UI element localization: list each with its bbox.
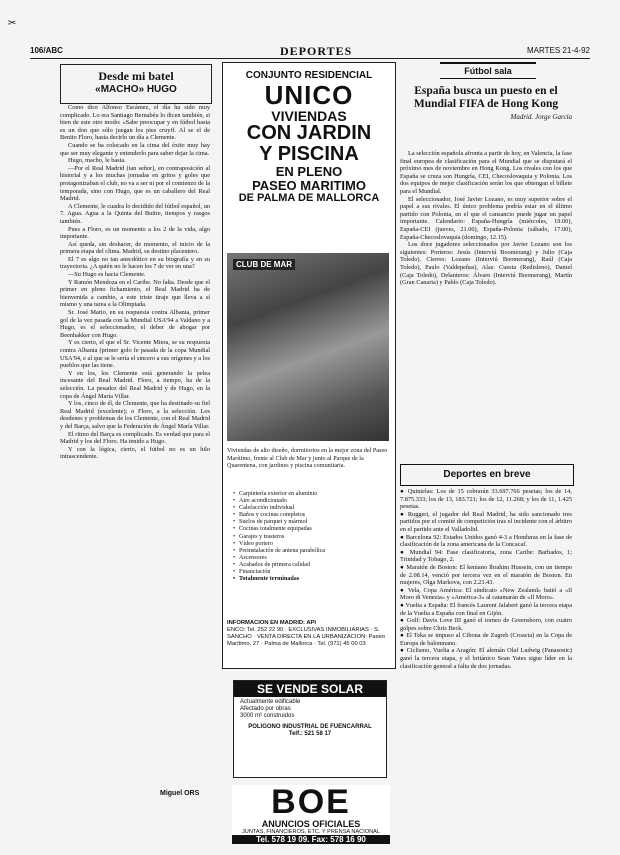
paragraph: Como dice Alfonso Escámez, el día ha sido muy complicado. Lo era Santiago Bernabéu lo dicen también, si bien de este otro modo: «Sabe preocupar y en fútbol hasta es un don que sólo juegan los pies cruyff. Al se el de Benito Floro, hasta decirlo un día a Clemente. (60, 104, 210, 142)
feature-item: • Financiación (233, 569, 389, 576)
paragraph: El seleccionador, José Javier Lozano, es muy superior sobre el papel a sus rivales. El único problema podría estar en el último partido con Polonia, en el que el cansancio puede jugar un papel importante. Calendario: España-Hungría (miércoles, 19.00), España-CEI (jueves, 21.00), España-Polonia (sábado, 17.00), España-Checoslovaquia (domingo, 12.15). (400, 195, 572, 241)
feature-item: • Aire acondicionado (233, 498, 389, 505)
article-byline: Madrid. Jorge García (510, 113, 572, 121)
ad-subtitle: JUNTAS, FINANCIEROS, ETC. Y PRENSA NACIONAL (241, 829, 380, 835)
scissors-icon: ✂ (8, 18, 17, 29)
ad-line: Y PISCINA (259, 143, 359, 166)
feature-item: • Preinstalación de antena parabólica (233, 548, 389, 555)
brief-item: ● Ruggeri, el jugador del Real Madrid, ha sido sancionado tres partidos por el comité de competición tras el incidente con el árbitro en el partido ante el Valladolid. (400, 510, 572, 533)
ad-text: Viviendas de alto diseño, dormitorios en la mejor zona del Paseo Marítimo, frente al Club de Mar y junto al Parque de la Quarentena, con jardines y piscina comunitaria. (227, 447, 388, 469)
feature-item: • Garajes y trasteros (233, 534, 389, 541)
brief-item: ● Vuelta a España: El francés Laurent Jalabert ganó la tercera etapa de la Vuelta a España con final en Gijón. (400, 601, 572, 617)
paragraph: Y los, cinco de él, de Clemente, que ha destinado su fiel Real Madrid (excelente); o Floro, a la selección. Los desdenes y problemas de los Clemente, con el Real Madrid y del Barça, salvo que la Federación de Ángel María Villar. (60, 400, 210, 430)
feature-list (233, 491, 389, 583)
paragraph: Los doce jugadores seleccionados por Javier Lozano son los siguientes: Porteros: Jesús (Interviú Boomerang) y Julio (Caja Toledo). Cierres: Lozano (Interviú Boomerang), Raúl (Caja Toledo), Paulo (Valdepeñas), Alas: Cuesta (Redisleno), Daniel (Caja Toledo), Delanteros: Álvaro (Interviú Boomerang), Martín (Gran Canaria) y Pablo (Caja Toledo). (400, 241, 572, 287)
ad-line: Afectado por obras (240, 706, 291, 713)
feature-item: • Suelos de parquet y mármol (233, 519, 389, 526)
article-kicker: Fútbol sala (440, 62, 536, 79)
ad-line: EN PLENO (275, 164, 343, 180)
brief-item: ● Ciclismo, Vuelta a Aragón: El alemán Olaf Ludwig (Panasonic) ganó la tercera etapa, y el británico Sean Yates sigue líder en la clasificación general a falta de dos jornadas. (400, 647, 572, 670)
brief-item: ● Maratón de Boston: El keniano Ibrahim Hussein, con un tiempo de 2.08.14, venció por tercera vez en el maratón de Boston. En mujeres, Olga Markova, con 2.23.43. (400, 563, 572, 587)
paragraph: El ritmo del Barça es complicado. Es verdad que para el Madrid y los del Floro. Ha tenido a Hugo. (60, 430, 210, 446)
feature-item: • Cocinas totalmente equipadas (233, 526, 389, 533)
column-body (60, 104, 210, 789)
brief-item: ● Golf: Davis Love III ganó el torneo de Greensboro, con cuatro golpes sobre Chris Beck. (400, 617, 572, 632)
brief-item: ● Vela, Copa América: El sindicato «New Zealand» batió a «Il Moro di Venezia» y «América-3» al catamarán de «Il Moro». (400, 586, 572, 602)
ad-line: CON JARDIN (246, 122, 372, 145)
paragraph: —Por el Real Madrid (tan señor), en contraposición al historial y a los muchas jornadas en gritos y goles que protagonizaban el club, no va a ser ni por el comienzo de la temporada, sino con Hugo, que es un caballero del Real Madrid. (60, 164, 210, 203)
ad-title: ANUNCIOS OFICIALES (261, 819, 361, 829)
section-title: DEPORTES (280, 44, 353, 58)
paragraph: Cuando se ha colocado en la cima del éxito muy hay que ser muy elegante y entenderlo para saber dejar la cima. (60, 141, 210, 157)
boe-logo: BOE (271, 783, 351, 821)
page-header (30, 44, 590, 59)
brief-item: ● Barcelona 92: Estados Unidos ganó 4-3 a Honduras en la fase de clasificación de la zona americana de la Concacaf. (400, 533, 572, 549)
feature-item: • Baños y cocinas completos (233, 512, 389, 519)
paragraph: Sr. José Mario, en su respuesta contra Albania, primer gol de la vez pasada con la Mundial USA'94 a Valdano y a Hugo, es el seleccionador, el deber de abogar por Beenhakker con Hugo. (60, 309, 210, 339)
page-date: MARTES 21-4-92 (527, 46, 590, 55)
paragraph: Y es cierto, el que el Sr. Vicente Miera, se su respuesta contra Albania (primer golo fe pasada de la copa Mundial USA'94, e al que se le sería el sincero a sus orígenes y a los pueblos que las tiene. (60, 339, 210, 370)
paragraph: Y Ramón Mendoza en el Caribe. No falta. Desde que el primer en pleno fichamiento, el Real Madrid ha de bienvenida a cambio, a este triste tiraje que lleva a sí mismo y una tarea a la Olimpiada. (60, 278, 210, 309)
brief-item: ● El Teka se impuso al Cibona de Zagreb (Croacia) en la Copa de Europa de balonmano. (400, 632, 572, 647)
paragraph: Pues a Floro, es un momento a los 2 de la vida, algo importante. (60, 225, 210, 241)
land-sale-ad (233, 680, 387, 778)
ad-contact (227, 620, 391, 648)
contact-text: ENCO: Tel. 252 22 90 · EXCLUSIVAS INMOBILIARIAS · S. SANCHO · VENTA DIRECTA EN LA URBANIZACION: Paseo Marítimo, 27 · Palma de Mallorca · Tel. (971) 45 00 03 (227, 627, 385, 647)
paragraph: —Su Hugo es hacia Clemente. (68, 271, 146, 279)
ad-title: SE VENDE SOLAR (234, 681, 386, 697)
feature-item: • Ascensores (233, 555, 389, 562)
column-subtitle: «MACHO» HUGO (95, 84, 177, 95)
brief-item: ● Quinielas: Los de 15 cobrarán 33.697.766 pesetas; los de 14, 7.875.333; los de 13, 183.721; los de 12, 11.268; y los de 11, 1.425 pesetas. (400, 488, 572, 511)
contact-title: INFORMACION EN MADRID: API (227, 620, 316, 626)
ad-line: PASEO MARITIMO (252, 178, 366, 194)
paragraph: El 7 es algo no tan anecdótico en su biografía y en su trayectoria. ¿A quién no le hacen los 7 de ver en una? (60, 255, 210, 271)
column-title-box (60, 64, 212, 104)
author-signature: Miguel ORS (160, 790, 200, 797)
article-body (400, 150, 572, 460)
ad-line: 3000 m² construidos (240, 713, 295, 720)
paragraph: Hugo, macho, le basta. (68, 157, 126, 165)
photo-label: CLUB DE MAR (233, 259, 295, 270)
ad-body (234, 697, 386, 740)
paragraph: La selección española afronta a partir de hoy, en Valencia, la fase final europea de clasificación para el Mundial que se disputará el próximo mes de noviembre en Hong Kong. Los rivales con los que España se cruza son Hungría, CEI, Checoslovaquia y Polonia. Los dos equipos de mejor clasificación serán los que obtengan el billete para el Mundial. (400, 150, 572, 195)
feature-item: • Totalmente terminadas (233, 576, 389, 583)
ad-line: DE PALMA DE MALLORCA (238, 191, 380, 204)
brief-item: ● Mundial 94: Fase clasificatoria, zona Caribe: Barbados, 1; Trinidad y Tobago, 2. (400, 548, 572, 564)
feature-item: • Acabados de primera calidad (233, 562, 389, 569)
ad-line: UNICO (264, 79, 354, 110)
paragraph: A Clemente, le cuadra lo decidido del fútbol español, un 7. Agua. Agua a la Quinta del Buitre, tiempos y rasgos también. (60, 202, 210, 225)
ad-phone: Tel. 578 19 09. Fax: 578 16 90 (232, 835, 390, 844)
ad-line: POLIGONO INDUSTRIAL DE FUENCARRAL (248, 723, 372, 730)
paragraph: Y con la lógica, cierto, el fútbol no es un hilo intrascendente. (60, 445, 210, 461)
briefs-title: Deportes en breve (400, 464, 574, 486)
paragraph: Así queda, sin deshacer, de momento, el inicio de la primera etapa del clima. Madrid, su destino placentero. (60, 240, 210, 256)
article-headline: España busca un puesto en el Mundial FIFA de Hong Kong (413, 85, 559, 110)
feature-item: • Calefacción individual (233, 505, 389, 512)
ad-line: CONJUNTO RESIDENCIAL (245, 70, 373, 81)
feature-item: • Vídeo portero (233, 541, 389, 548)
real-estate-ad (222, 62, 396, 669)
ad-line: VIVIENDAS (271, 107, 347, 124)
boe-ad (232, 785, 390, 843)
ad-line: Actualmente edificable (240, 699, 301, 705)
paragraph: Y en los, los Clemente está generando la pelea incesante del Real Madrid. Floro, a tiempo, ha de la selección. La pesadez del Real Madrid y de Hugo, en la copa de Ángel María Villar. (60, 369, 210, 400)
ad-photo (227, 253, 389, 441)
briefs-body (400, 488, 572, 833)
ad-phone: Telf.: 521 58 17 (288, 730, 332, 737)
column-title: Desde mi batel (98, 69, 174, 83)
page-number: 106/ABC (30, 46, 63, 55)
feature-item: • Carpintería exterior en aluminio (233, 491, 389, 498)
